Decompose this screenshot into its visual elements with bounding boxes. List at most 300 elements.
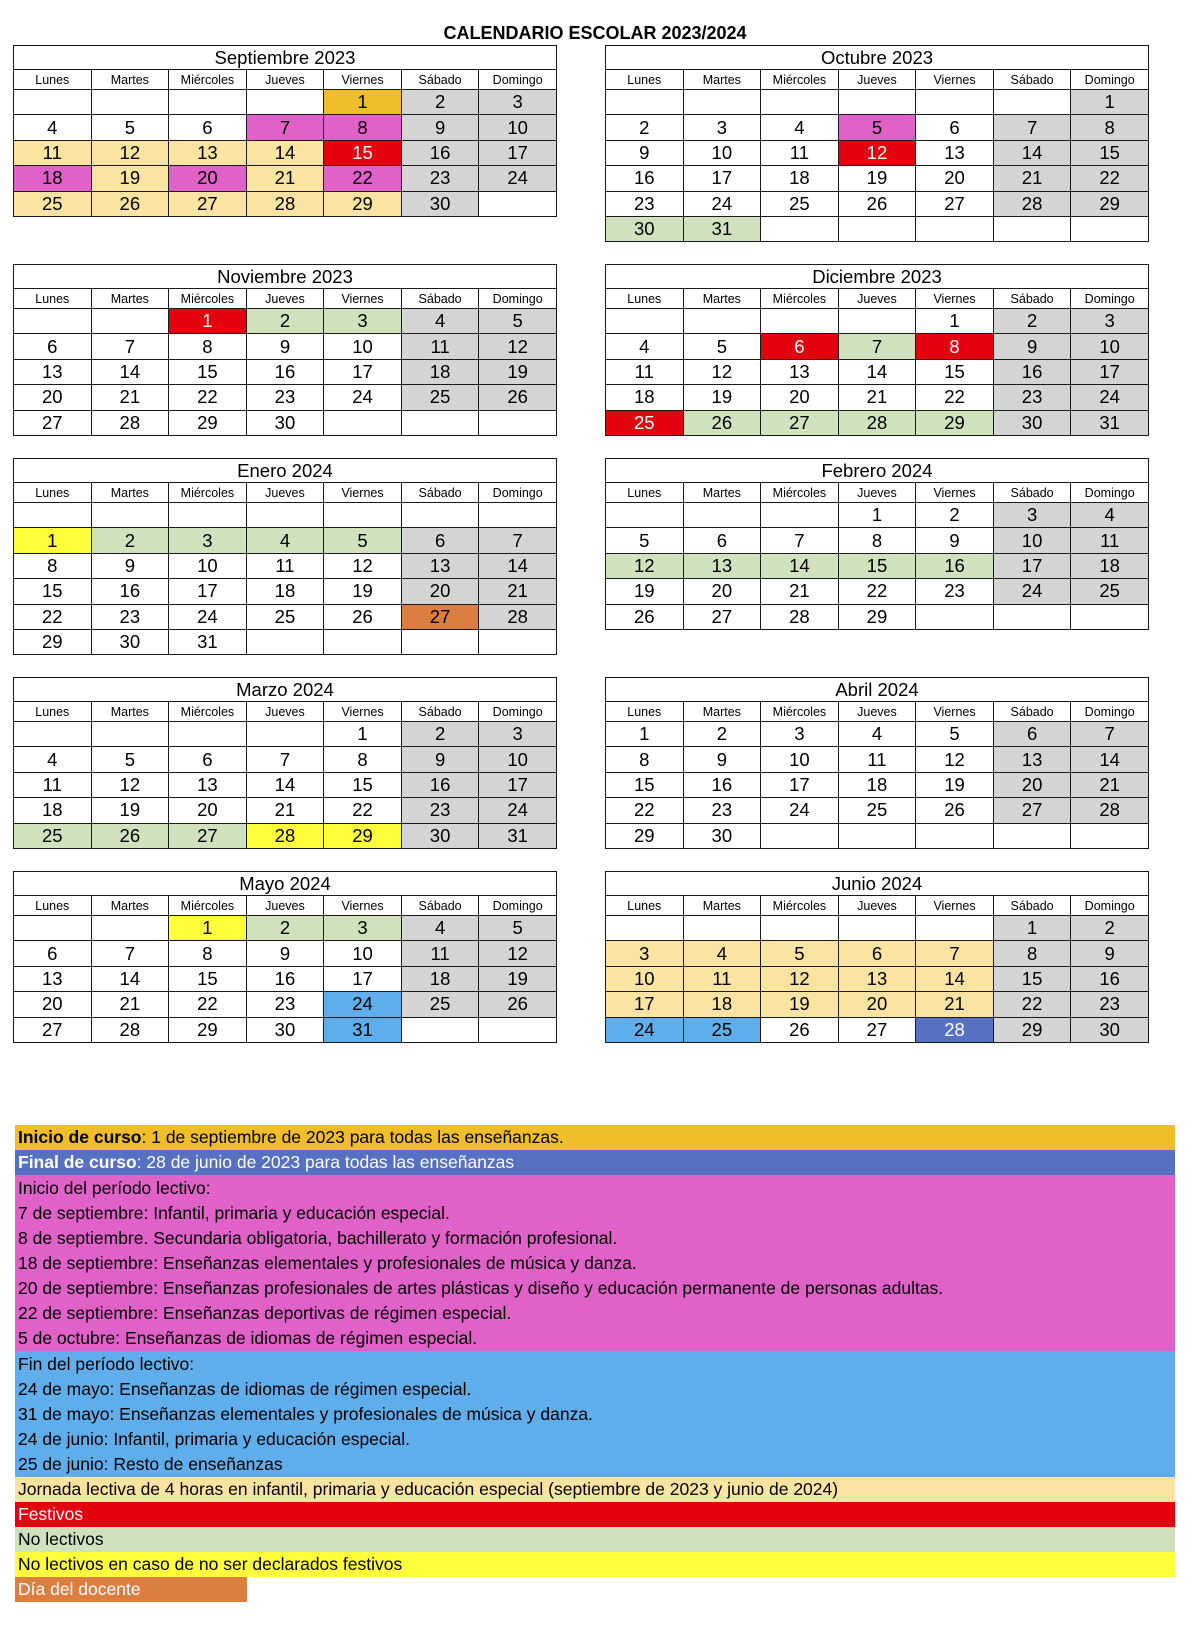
day-cell: 12 [91,772,169,797]
legend-line: 31 de mayo: Enseñanzas elementales y profesionales de música y danza. [18,1404,593,1424]
day-cell: 20 [761,385,839,410]
day-cell: 25 [683,1017,761,1042]
day-cell: 18 [14,166,92,191]
empty-cell [761,90,839,115]
day-cell: 10 [993,528,1071,553]
day-cell: 6 [993,722,1071,747]
day-cell: 12 [324,553,402,578]
day-cell: 26 [479,992,557,1017]
legend-line: 22 de septiembre: Enseñanzas deportivas de régimen especial. [18,1303,512,1323]
day-cell: 16 [606,166,684,191]
day-cell: 13 [838,966,916,991]
day-cell: 1 [838,503,916,528]
legend [15,1125,1175,1640]
day-cell: 28 [246,823,324,848]
day-cell: 5 [91,115,169,140]
day-cell: 21 [246,166,324,191]
empty-cell [246,90,324,115]
empty-cell [606,916,684,941]
legend-inicio [15,1125,1175,1150]
day-cell: 21 [916,992,994,1017]
day-cell: 8 [1071,115,1149,140]
day-cell: 17 [324,966,402,991]
weekday-header: Domingo [479,289,557,309]
day-cell: 24 [606,1017,684,1042]
empty-cell [246,722,324,747]
day-cell: 3 [993,503,1071,528]
day-cell: 30 [246,1017,324,1042]
day-cell: 18 [401,359,479,384]
day-cell: 10 [324,334,402,359]
month-title: Septiembre 2023 [14,46,557,70]
day-cell: 8 [169,334,247,359]
day-cell: 25 [606,410,684,435]
day-cell: 18 [14,798,92,823]
day-cell: 29 [324,823,402,848]
day-cell: 27 [14,410,92,435]
weekday-header: Domingo [479,483,557,503]
day-cell: 26 [838,191,916,216]
empty-cell [838,216,916,241]
day-cell: 10 [683,140,761,165]
empty-cell [1071,604,1149,629]
empty-cell [993,216,1071,241]
empty-cell [606,503,684,528]
day-cell: 13 [169,140,247,165]
empty-cell [683,916,761,941]
day-cell: 8 [916,334,994,359]
weekday-header: Sábado [401,896,479,916]
day-cell: 14 [838,359,916,384]
day-cell: 24 [761,798,839,823]
day-cell: 5 [479,309,557,334]
weekday-header: Martes [683,896,761,916]
weekday-header: Martes [91,70,169,90]
day-cell: 2 [91,528,169,553]
day-cell: 14 [246,140,324,165]
day-cell: 29 [1071,191,1149,216]
weekday-header: Jueves [838,702,916,722]
empty-cell [606,90,684,115]
empty-cell [916,604,994,629]
day-cell: 15 [838,553,916,578]
weekday-header: Miércoles [761,289,839,309]
day-cell: 9 [683,747,761,772]
day-cell: 15 [1071,140,1149,165]
empty-cell [91,503,169,528]
day-cell: 30 [246,410,324,435]
legend-line: 24 de mayo: Enseñanzas de idiomas de régimen especial. [18,1379,472,1399]
day-cell: 7 [479,528,557,553]
weekday-header: Jueves [838,483,916,503]
day-cell: 11 [14,772,92,797]
weekday-header: Martes [683,702,761,722]
weekday-header: Jueves [246,70,324,90]
day-cell: 11 [838,747,916,772]
day-cell: 28 [91,410,169,435]
day-cell: 26 [683,410,761,435]
day-cell: 14 [761,553,839,578]
day-cell: 4 [761,115,839,140]
day-cell: 19 [479,966,557,991]
empty-cell [401,1017,479,1042]
day-cell: 2 [993,309,1071,334]
day-cell: 19 [324,579,402,604]
day-cell: 15 [606,772,684,797]
weekday-header: Jueves [838,896,916,916]
day-cell: 26 [324,604,402,629]
day-cell: 7 [246,747,324,772]
day-cell: 6 [838,941,916,966]
weekday-header: Jueves [246,483,324,503]
empty-cell [1071,216,1149,241]
empty-cell [479,503,557,528]
legend-jornada: Jornada lectiva de 4 horas en infantil, primaria y educación especial (septiembre de 2023 y junio de 2024) [15,1477,1175,1502]
legend-line: 8 de septiembre. Secundaria obligatoria, bachillerato y formación profesional. [18,1228,618,1248]
day-cell: 1 [169,916,247,941]
legend-no-lectivos: No lectivos [15,1527,1175,1552]
day-cell: 14 [91,966,169,991]
day-cell: 5 [916,722,994,747]
day-cell: 23 [246,992,324,1017]
empty-cell [838,309,916,334]
day-cell: 27 [838,1017,916,1042]
day-cell: 28 [91,1017,169,1042]
day-cell: 9 [401,747,479,772]
day-cell: 31 [479,823,557,848]
legend-fin-periodo [15,1351,1175,1477]
day-cell: 19 [683,385,761,410]
weekday-header: Domingo [1071,70,1149,90]
day-cell: 17 [683,166,761,191]
weekday-header: Viernes [324,483,402,503]
day-cell: 13 [401,553,479,578]
day-cell: 21 [91,385,169,410]
day-cell: 4 [838,722,916,747]
day-cell: 27 [14,1017,92,1042]
empty-cell [761,216,839,241]
day-cell: 17 [993,553,1071,578]
weekday-header: Domingo [1071,896,1149,916]
day-cell: 21 [838,385,916,410]
month-calendar [605,45,1149,242]
day-cell: 29 [606,823,684,848]
weekday-header: Viernes [324,70,402,90]
day-cell: 4 [683,941,761,966]
day-cell: 3 [1071,309,1149,334]
day-cell: 14 [246,772,324,797]
weekday-header: Jueves [838,289,916,309]
day-cell: 15 [324,140,402,165]
day-cell: 29 [14,629,92,654]
weekday-header: Lunes [606,70,684,90]
empty-cell [324,629,402,654]
day-cell: 10 [479,115,557,140]
day-cell: 30 [401,823,479,848]
day-cell: 12 [916,747,994,772]
day-cell: 23 [246,385,324,410]
day-cell: 22 [169,385,247,410]
day-cell: 27 [993,798,1071,823]
day-cell: 16 [246,359,324,384]
empty-cell [91,722,169,747]
empty-cell [479,1017,557,1042]
day-cell: 17 [1071,359,1149,384]
day-cell: 5 [324,528,402,553]
day-cell: 23 [1071,992,1149,1017]
weekday-header: Lunes [606,483,684,503]
day-cell: 25 [401,385,479,410]
day-cell: 18 [838,772,916,797]
weekday-header: Jueves [246,896,324,916]
day-cell: 30 [1071,1017,1149,1042]
day-cell: 19 [91,798,169,823]
legend-periodo-lectivo [15,1175,1175,1351]
day-cell: 24 [169,604,247,629]
day-cell: 2 [916,503,994,528]
day-cell: 13 [14,966,92,991]
day-cell: 12 [479,334,557,359]
day-cell: 5 [479,916,557,941]
day-cell: 18 [683,992,761,1017]
day-cell: 13 [14,359,92,384]
day-cell: 25 [401,992,479,1017]
day-cell: 1 [324,90,402,115]
empty-cell [683,503,761,528]
empty-cell [838,916,916,941]
empty-cell [169,90,247,115]
day-cell: 19 [606,579,684,604]
day-cell: 20 [916,166,994,191]
day-cell: 26 [761,1017,839,1042]
day-cell: 28 [838,410,916,435]
weekday-header: Sábado [993,289,1071,309]
empty-cell [761,823,839,848]
day-cell: 6 [401,528,479,553]
day-cell: 24 [324,385,402,410]
day-cell: 7 [1071,722,1149,747]
weekday-header: Lunes [606,289,684,309]
day-cell: 11 [683,966,761,991]
month-title: Noviembre 2023 [14,265,557,289]
day-cell: 2 [401,90,479,115]
day-cell: 19 [838,166,916,191]
day-cell: 26 [479,385,557,410]
empty-cell [1071,823,1149,848]
empty-cell [761,309,839,334]
day-cell: 23 [606,191,684,216]
day-cell: 10 [606,966,684,991]
weekday-header: Miércoles [169,289,247,309]
weekday-header: Miércoles [761,702,839,722]
day-cell: 29 [169,1017,247,1042]
day-cell: 7 [246,115,324,140]
day-cell: 21 [246,798,324,823]
weekday-header: Domingo [479,702,557,722]
weekday-header: Martes [683,289,761,309]
day-cell: 22 [324,798,402,823]
day-cell: 7 [91,334,169,359]
legend-final-label: Final de curso [18,1152,137,1172]
day-cell: 27 [169,191,247,216]
empty-cell [993,90,1071,115]
empty-cell [916,916,994,941]
day-cell: 18 [606,385,684,410]
weekday-header: Jueves [838,70,916,90]
day-cell: 9 [993,334,1071,359]
day-cell: 17 [169,579,247,604]
day-cell: 29 [169,410,247,435]
weekday-header: Sábado [401,483,479,503]
weekday-header: Domingo [1071,702,1149,722]
weekday-header: Lunes [606,702,684,722]
weekday-header: Viernes [916,289,994,309]
empty-cell [838,90,916,115]
day-cell: 25 [761,191,839,216]
day-cell: 25 [246,604,324,629]
day-cell: 4 [14,115,92,140]
month-calendar [13,45,557,217]
day-cell: 17 [606,992,684,1017]
day-cell: 15 [14,579,92,604]
day-cell: 24 [479,798,557,823]
empty-cell [479,191,557,216]
day-cell: 17 [761,772,839,797]
day-cell: 23 [91,604,169,629]
day-cell: 8 [993,941,1071,966]
day-cell: 30 [683,823,761,848]
day-cell: 14 [1071,747,1149,772]
day-cell: 20 [169,798,247,823]
legend-final [15,1150,1175,1175]
day-cell: 26 [916,798,994,823]
weekday-header: Lunes [14,289,92,309]
day-cell: 7 [838,334,916,359]
weekday-header: Lunes [14,896,92,916]
day-cell: 1 [993,916,1071,941]
weekday-header: Martes [683,483,761,503]
day-cell: 2 [246,309,324,334]
day-cell: 19 [761,992,839,1017]
day-cell: 16 [1071,966,1149,991]
weekday-header: Sábado [401,289,479,309]
weekday-header: Domingo [1071,289,1149,309]
day-cell: 28 [761,604,839,629]
day-cell: 8 [324,115,402,140]
day-cell: 14 [91,359,169,384]
day-cell: 12 [91,140,169,165]
legend-inicio-text: : 1 de septiembre de 2023 para todas las enseñanzas. [141,1127,564,1147]
day-cell: 11 [1071,528,1149,553]
month-calendar [13,871,557,1043]
day-cell: 6 [169,747,247,772]
day-cell: 23 [401,798,479,823]
day-cell: 19 [479,359,557,384]
day-cell: 22 [1071,166,1149,191]
day-cell: 27 [916,191,994,216]
empty-cell [324,503,402,528]
empty-cell [401,410,479,435]
month-calendar [605,677,1149,849]
day-cell: 16 [683,772,761,797]
empty-cell [14,503,92,528]
day-cell: 15 [169,359,247,384]
day-cell: 24 [324,992,402,1017]
day-cell: 1 [14,528,92,553]
day-cell: 18 [1071,553,1149,578]
weekday-header: Lunes [14,483,92,503]
day-cell: 19 [916,772,994,797]
day-cell: 12 [606,553,684,578]
day-cell: 23 [916,579,994,604]
day-cell: 15 [993,966,1071,991]
day-cell: 3 [324,309,402,334]
day-cell: 31 [683,216,761,241]
day-cell: 7 [993,115,1071,140]
month-title: Octubre 2023 [606,46,1149,70]
empty-cell [479,629,557,654]
month-title: Enero 2024 [14,459,557,483]
day-cell: 21 [479,579,557,604]
day-cell: 28 [479,604,557,629]
day-cell: 11 [246,553,324,578]
weekday-header: Viernes [916,70,994,90]
empty-cell [838,823,916,848]
day-cell: 9 [916,528,994,553]
legend-line: 5 de octubre: Enseñanzas de idiomas de régimen especial. [18,1328,478,1348]
empty-cell [91,916,169,941]
weekday-header: Lunes [14,70,92,90]
legend-line: 18 de septiembre: Enseñanzas elementales y profesionales de música y danza. [18,1253,637,1273]
weekday-header: Sábado [993,483,1071,503]
day-cell: 25 [14,191,92,216]
day-cell: 29 [993,1017,1071,1042]
day-cell: 7 [91,941,169,966]
day-cell: 8 [606,747,684,772]
day-cell: 26 [91,823,169,848]
day-cell: 2 [401,722,479,747]
weekday-header: Sábado [993,70,1071,90]
month-title: Diciembre 2023 [606,265,1149,289]
day-cell: 1 [916,309,994,334]
day-cell: 27 [169,823,247,848]
month-calendar [605,264,1149,436]
day-cell: 22 [916,385,994,410]
day-cell: 6 [683,528,761,553]
empty-cell [246,503,324,528]
day-cell: 17 [324,359,402,384]
day-cell: 7 [916,941,994,966]
weekday-header: Sábado [993,702,1071,722]
empty-cell [606,309,684,334]
day-cell: 15 [916,359,994,384]
weekday-header: Viernes [916,702,994,722]
day-cell: 23 [683,798,761,823]
empty-cell [993,823,1071,848]
empty-cell [916,90,994,115]
weekday-header: Miércoles [169,483,247,503]
day-cell: 26 [606,604,684,629]
day-cell: 13 [761,359,839,384]
weekday-header: Sábado [401,70,479,90]
day-cell: 1 [169,309,247,334]
day-cell: 5 [606,528,684,553]
day-cell: 8 [838,528,916,553]
day-cell: 6 [761,334,839,359]
day-cell: 20 [14,385,92,410]
day-cell: 17 [479,772,557,797]
day-cell: 7 [761,528,839,553]
